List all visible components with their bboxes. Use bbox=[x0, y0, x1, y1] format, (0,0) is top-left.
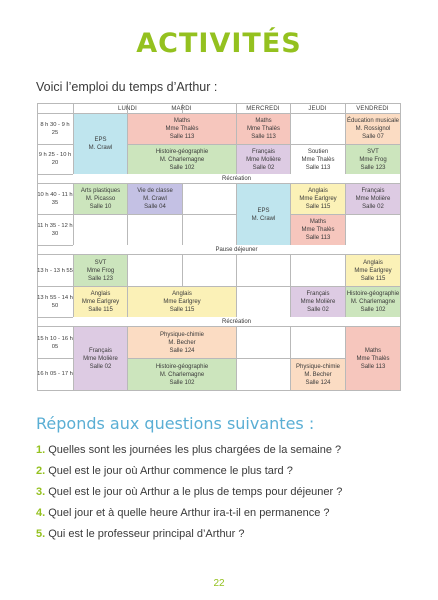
class-cell: Anglais Mme Earlgrey Salle 115 bbox=[346, 255, 400, 286]
break-band: Récréation bbox=[73, 317, 400, 326]
class-cell: Français Mme Molière Salle 02 bbox=[291, 287, 345, 317]
day-header: JEUDI bbox=[308, 105, 327, 112]
class-cell: Arts plastiques M. Picasso Salle 10 bbox=[74, 184, 127, 214]
break-band: Récréation bbox=[73, 174, 400, 183]
question-item: 4. Quel jour et à quelle heure Arthur ira-t-il en permanence ? bbox=[36, 507, 330, 519]
question-item: 3. Quel est le jour où Arthur a le plus de temps pour déjeuner ? bbox=[36, 486, 343, 498]
day-header: MARDI bbox=[171, 105, 192, 112]
question-item: 2. Quel est le jour où Arthur commence le plus tard ? bbox=[36, 465, 293, 477]
class-cell: Maths Mme Thalès Salle 113 bbox=[291, 215, 345, 245]
day-header: MERCREDI bbox=[246, 105, 280, 112]
intro-text: Voici l’emploi du temps d’Arthur : bbox=[36, 80, 218, 94]
class-cell: Français Mme Molière Salle 02 bbox=[346, 184, 400, 214]
class-cell: EPS M. Crawl bbox=[237, 184, 290, 245]
class-cell: Soutien Mme Thalès Salle 113 bbox=[291, 145, 345, 174]
class-cell: Maths Mme Thalès Salle 113 bbox=[128, 114, 236, 144]
question-item: 5. Qui est le professeur principal d’Arthur ? bbox=[36, 528, 245, 540]
class-cell: Éducation musicale M. Rossignol Salle 07 bbox=[346, 114, 400, 144]
page-number: 22 bbox=[213, 578, 225, 589]
day-header: LUNDI bbox=[117, 105, 137, 112]
time-slot-label: 15 h 10 - 16 h 05 bbox=[37, 335, 73, 350]
time-slot-label: 8 h 30 - 9 h 25 bbox=[40, 122, 70, 136]
time-slot-label: 9 h 25 - 10 h 20 bbox=[38, 152, 72, 166]
day-header: VENDREDI bbox=[356, 105, 389, 112]
time-slot-label: 13 h - 13 h 55 bbox=[37, 267, 73, 274]
class-cell: SVT Mme Frog Salle 123 bbox=[74, 255, 127, 286]
timetable bbox=[37, 103, 401, 391]
class-cell: Histoire-géographie M. Charlemagne Salle 102 bbox=[128, 359, 236, 390]
class-cell: SVT Mme Frog Salle 123 bbox=[346, 145, 400, 174]
class-cell: Maths Mme Thalès Salle 113 bbox=[237, 114, 290, 144]
time-slot-label: 13 h 55 - 14 h 50 bbox=[37, 294, 73, 309]
break-band: Pause déjeuner bbox=[73, 245, 400, 254]
time-slot-label: 10 h 40 - 11 h 35 bbox=[37, 192, 73, 206]
time-slot-label: 11 h 35 - 12 h 30 bbox=[37, 222, 73, 237]
class-cell: Français Mme Molière Salle 02 bbox=[74, 327, 127, 390]
class-cell: Physique-chimie M. Becher Salle 124 bbox=[291, 359, 345, 390]
questions-title: Réponds aux questions suivantes : bbox=[36, 414, 315, 433]
class-cell: Anglais Mme Earlgrey Salle 115 bbox=[128, 287, 236, 317]
class-cell: Physique-chimie M. Becher Salle 124 bbox=[128, 327, 236, 358]
class-cell: Maths Mme Thalès Salle 113 bbox=[346, 327, 400, 390]
class-cell: Anglais Mme Earlgrey Salle 115 bbox=[291, 184, 345, 214]
time-slot-label: 16 h 05 - 17 h bbox=[37, 371, 73, 377]
class-cell: EPS M. Crawl bbox=[74, 114, 127, 174]
class-cell: Vie de classe M. Crawl Salle 04 bbox=[128, 184, 182, 214]
class-cell: Français Mme Molière Salle 02 bbox=[237, 145, 290, 174]
class-cell: Histoire-géographie M. Charlemagne Salle 102 bbox=[346, 287, 400, 317]
class-cell: Histoire-géographie M. Charlemagne Salle 102 bbox=[128, 145, 236, 174]
question-item: 1. Quelles sont les journées les plus chargées de la semaine ? bbox=[36, 444, 342, 456]
page-title: ACTIVITÉS bbox=[136, 28, 302, 59]
class-cell: Anglais Mme Earlgrey Salle 115 bbox=[74, 287, 127, 317]
